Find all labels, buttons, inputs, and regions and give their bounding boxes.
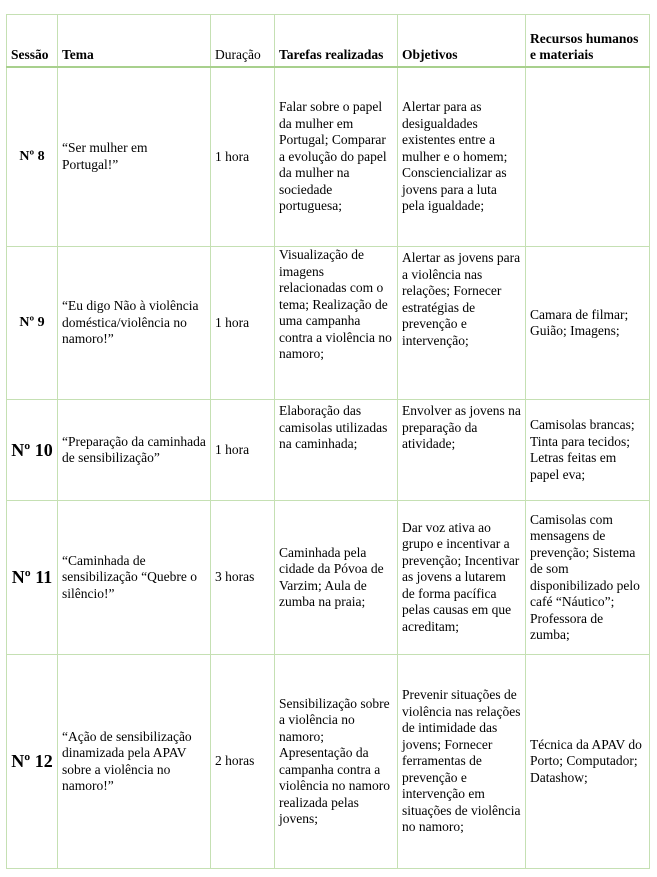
- sessions-table: [6, 14, 650, 869]
- session-tasks: Falar sobre o papel da mulher em Portugal; Comparar a evolução do papel da mulher na sociedade portuguesa;: [275, 67, 398, 247]
- header-objetivos: Objetivos: [398, 15, 526, 67]
- header-recursos: Recursos humanos e materiais: [526, 15, 650, 67]
- session-number: Nº 12: [7, 655, 58, 869]
- header-duracao: Duração: [211, 15, 275, 67]
- table-row: [7, 501, 650, 655]
- table-row: [7, 67, 650, 247]
- session-theme: “Ser mulher em Portugal!”: [58, 67, 211, 247]
- session-number: Nº 9: [7, 247, 58, 400]
- header-sessao: Sessão: [7, 15, 58, 67]
- table-row: [7, 400, 650, 501]
- session-number: Nº 11: [7, 501, 58, 655]
- session-tasks: Elaboração das camisolas utilizadas na caminhada;: [275, 400, 398, 501]
- session-theme: “Preparação da caminhada de sensibilização”: [58, 400, 211, 501]
- table-row: [7, 655, 650, 869]
- session-theme: “Eu digo Não à violência doméstica/violência no namoro!”: [58, 247, 211, 400]
- session-objectives: Envolver as jovens na preparação da atividade;: [398, 400, 526, 501]
- session-resources: Camara de filmar; Guião; Imagens;: [526, 247, 650, 400]
- session-objectives: Dar voz ativa ao grupo e incentivar a prevenção; Incentivar as jovens a lutarem de forma pacífica pelas causas em que acreditam;: [398, 501, 526, 655]
- session-duration: 2 horas: [211, 655, 275, 869]
- session-resources: Camisolas brancas; Tinta para tecidos; Letras feitas em papel eva;: [526, 400, 650, 501]
- session-duration: 1 hora: [211, 67, 275, 247]
- session-resources: Camisolas com mensagens de prevenção; Sistema de som disponibilizado pelo café “Náutico”; Professora de zumba;: [526, 501, 650, 655]
- session-theme: “Ação de sensibilização dinamizada pela APAV sobre a violência no namoro!”: [58, 655, 211, 869]
- session-objectives: Prevenir situações de violência nas relações de intimidade das jovens; Fornecer ferramentas de prevenção e intervenção em situações de violência no namoro;: [398, 655, 526, 869]
- session-number: Nº 8: [7, 67, 58, 247]
- session-number: Nº 10: [7, 400, 58, 501]
- session-tasks: Visualização de imagens relacionadas com o tema; Realização de uma campanha contra a violência no namoro;: [275, 247, 398, 400]
- table-row: [7, 247, 650, 400]
- session-duration: 1 hora: [211, 247, 275, 400]
- session-objectives: Alertar para as desigualdades existentes entre a mulher e o homem; Consciencializar as jovens para a luta pela igualdade;: [398, 67, 526, 247]
- session-duration: 1 hora: [211, 400, 275, 501]
- session-resources: Técnica da APAV do Porto; Computador; Datashow;: [526, 655, 650, 869]
- header-tema: Tema: [58, 15, 211, 67]
- session-duration: 3 horas: [211, 501, 275, 655]
- session-tasks: Caminhada pela cidade da Póvoa de Varzim; Aula de zumba na praia;: [275, 501, 398, 655]
- session-objectives: Alertar as jovens para a violência nas relações; Fornecer estratégias de prevenção e intervenção;: [398, 247, 526, 400]
- session-tasks: Sensibilização sobre a violência no namoro; Apresentação da campanha contra a violência no namoro realizada pelas jovens;: [275, 655, 398, 869]
- header-tarefas: Tarefas realizadas: [275, 15, 398, 67]
- session-theme: “Caminhada de sensibilização “Quebre o silêncio!”: [58, 501, 211, 655]
- header-row: [7, 15, 650, 67]
- session-resources: [526, 67, 650, 247]
